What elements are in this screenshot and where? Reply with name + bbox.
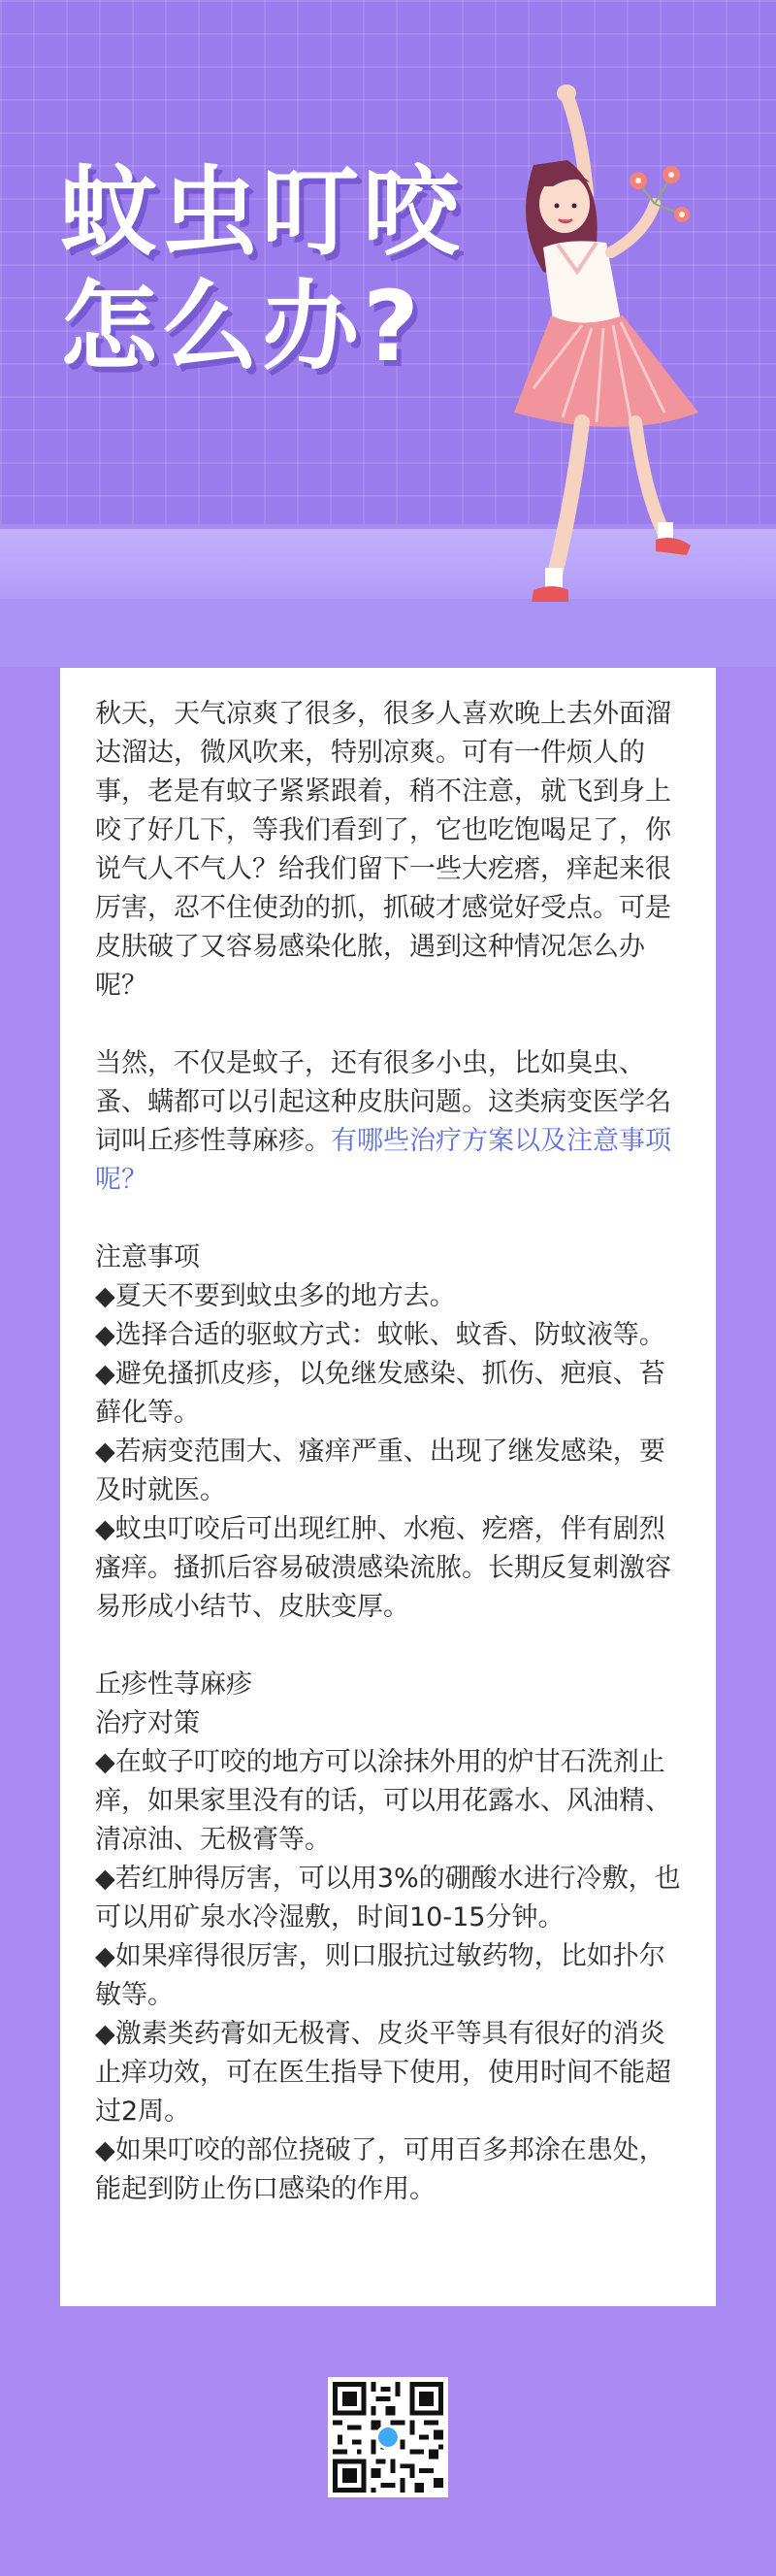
qr-code[interactable] [328, 2377, 448, 2497]
title-line-1: 蚊虫叮咬 [60, 155, 464, 269]
treatment-item: ◆激素类药膏如无极膏、皮炎平等具有很好的消炎止痒功效，可在医生指导下使用，使用时间不能超过2周。 [95, 2019, 671, 2127]
intro-paragraph-1: 秋天，天气凉爽了很多，很多人喜欢晚上去外面溜达溜达，微风吹来，特别凉爽。可有一件烦人的事，老是有蚊子紧紧跟着，稍不注意，就飞到身上咬了好几下，等我们看到了，它也吃饱喝足了，你说气人不气人？给我们留下一些大疙瘩，痒起来很厉害，忍不住使劲的抓，抓破才感觉好受点。可是皮肤破了又容易感染化脓，遇到这种情况怎么办呢？ [95, 699, 671, 1001]
dancing-girl-illustration [475, 78, 728, 660]
content-card [60, 668, 716, 2306]
precaution-item: ◆若病变范围大、瘙痒严重、出现了继发感染，要及时就医。 [95, 1437, 665, 1505]
treatment-subtitle: 丘疹性荨麻疹 [95, 1669, 252, 1700]
precaution-item: ◆夏天不要到蚊虫多的地方去。 [95, 1281, 456, 1311]
precaution-item: ◆选择合适的驱蚊方式：蚊帐、蚊香、防蚊液等。 [95, 1320, 665, 1350]
treatment-item: ◆如果叮咬的部位挠破了，可用百多邦涂在患处，能起到防止伤口感染的作用。 [95, 2135, 665, 2204]
page-title [60, 155, 464, 384]
intro-paragraph-2 [95, 1044, 683, 1200]
treatment-item: ◆如果痒得很厉害，则口服抗过敏药物，比如扑尔敏等。 [95, 1941, 665, 2010]
treatment-heading: 治疗对策 [95, 1708, 200, 1738]
treatment-item: ◆若红肿得厉害，可以用3%的硼酸水进行冷敷，也可以用矿泉水冷湿敷，时间10-15分钟。 [95, 1864, 681, 1932]
precautions-heading: 注意事项 [95, 1242, 200, 1272]
intro-question-highlight: 有哪些治疗方案以及注意事项呢？ [95, 1126, 671, 1195]
precaution-item: ◆避免搔抓皮疹，以免继发感染、抓伤、疤痕、苔藓化等。 [95, 1359, 665, 1428]
title-line-2: 怎么办? [60, 270, 424, 383]
intro-paragraph-2-text: 当然，不仅是蚊子，还有很多小虫，比如臭虫、蚤、螨都可以引起这种皮肤问题。这类病变医学名词叫丘疹性荨麻疹。 [95, 1048, 671, 1156]
treatment-item: ◆在蚊子叮咬的地方可以涂抹外用的炉甘石洗剂止痒，如果家里没有的话，可以用花露水、风油精、清凉油、无极膏等。 [95, 1747, 671, 1855]
precaution-item: ◆蚊虫叮咬后可出现红肿、水疱、疙瘩，伴有剧烈瘙痒。搔抓后容易破溃感染流脓。长期反复刺激容易形成小结节、皮肤变厚。 [95, 1514, 671, 1622]
